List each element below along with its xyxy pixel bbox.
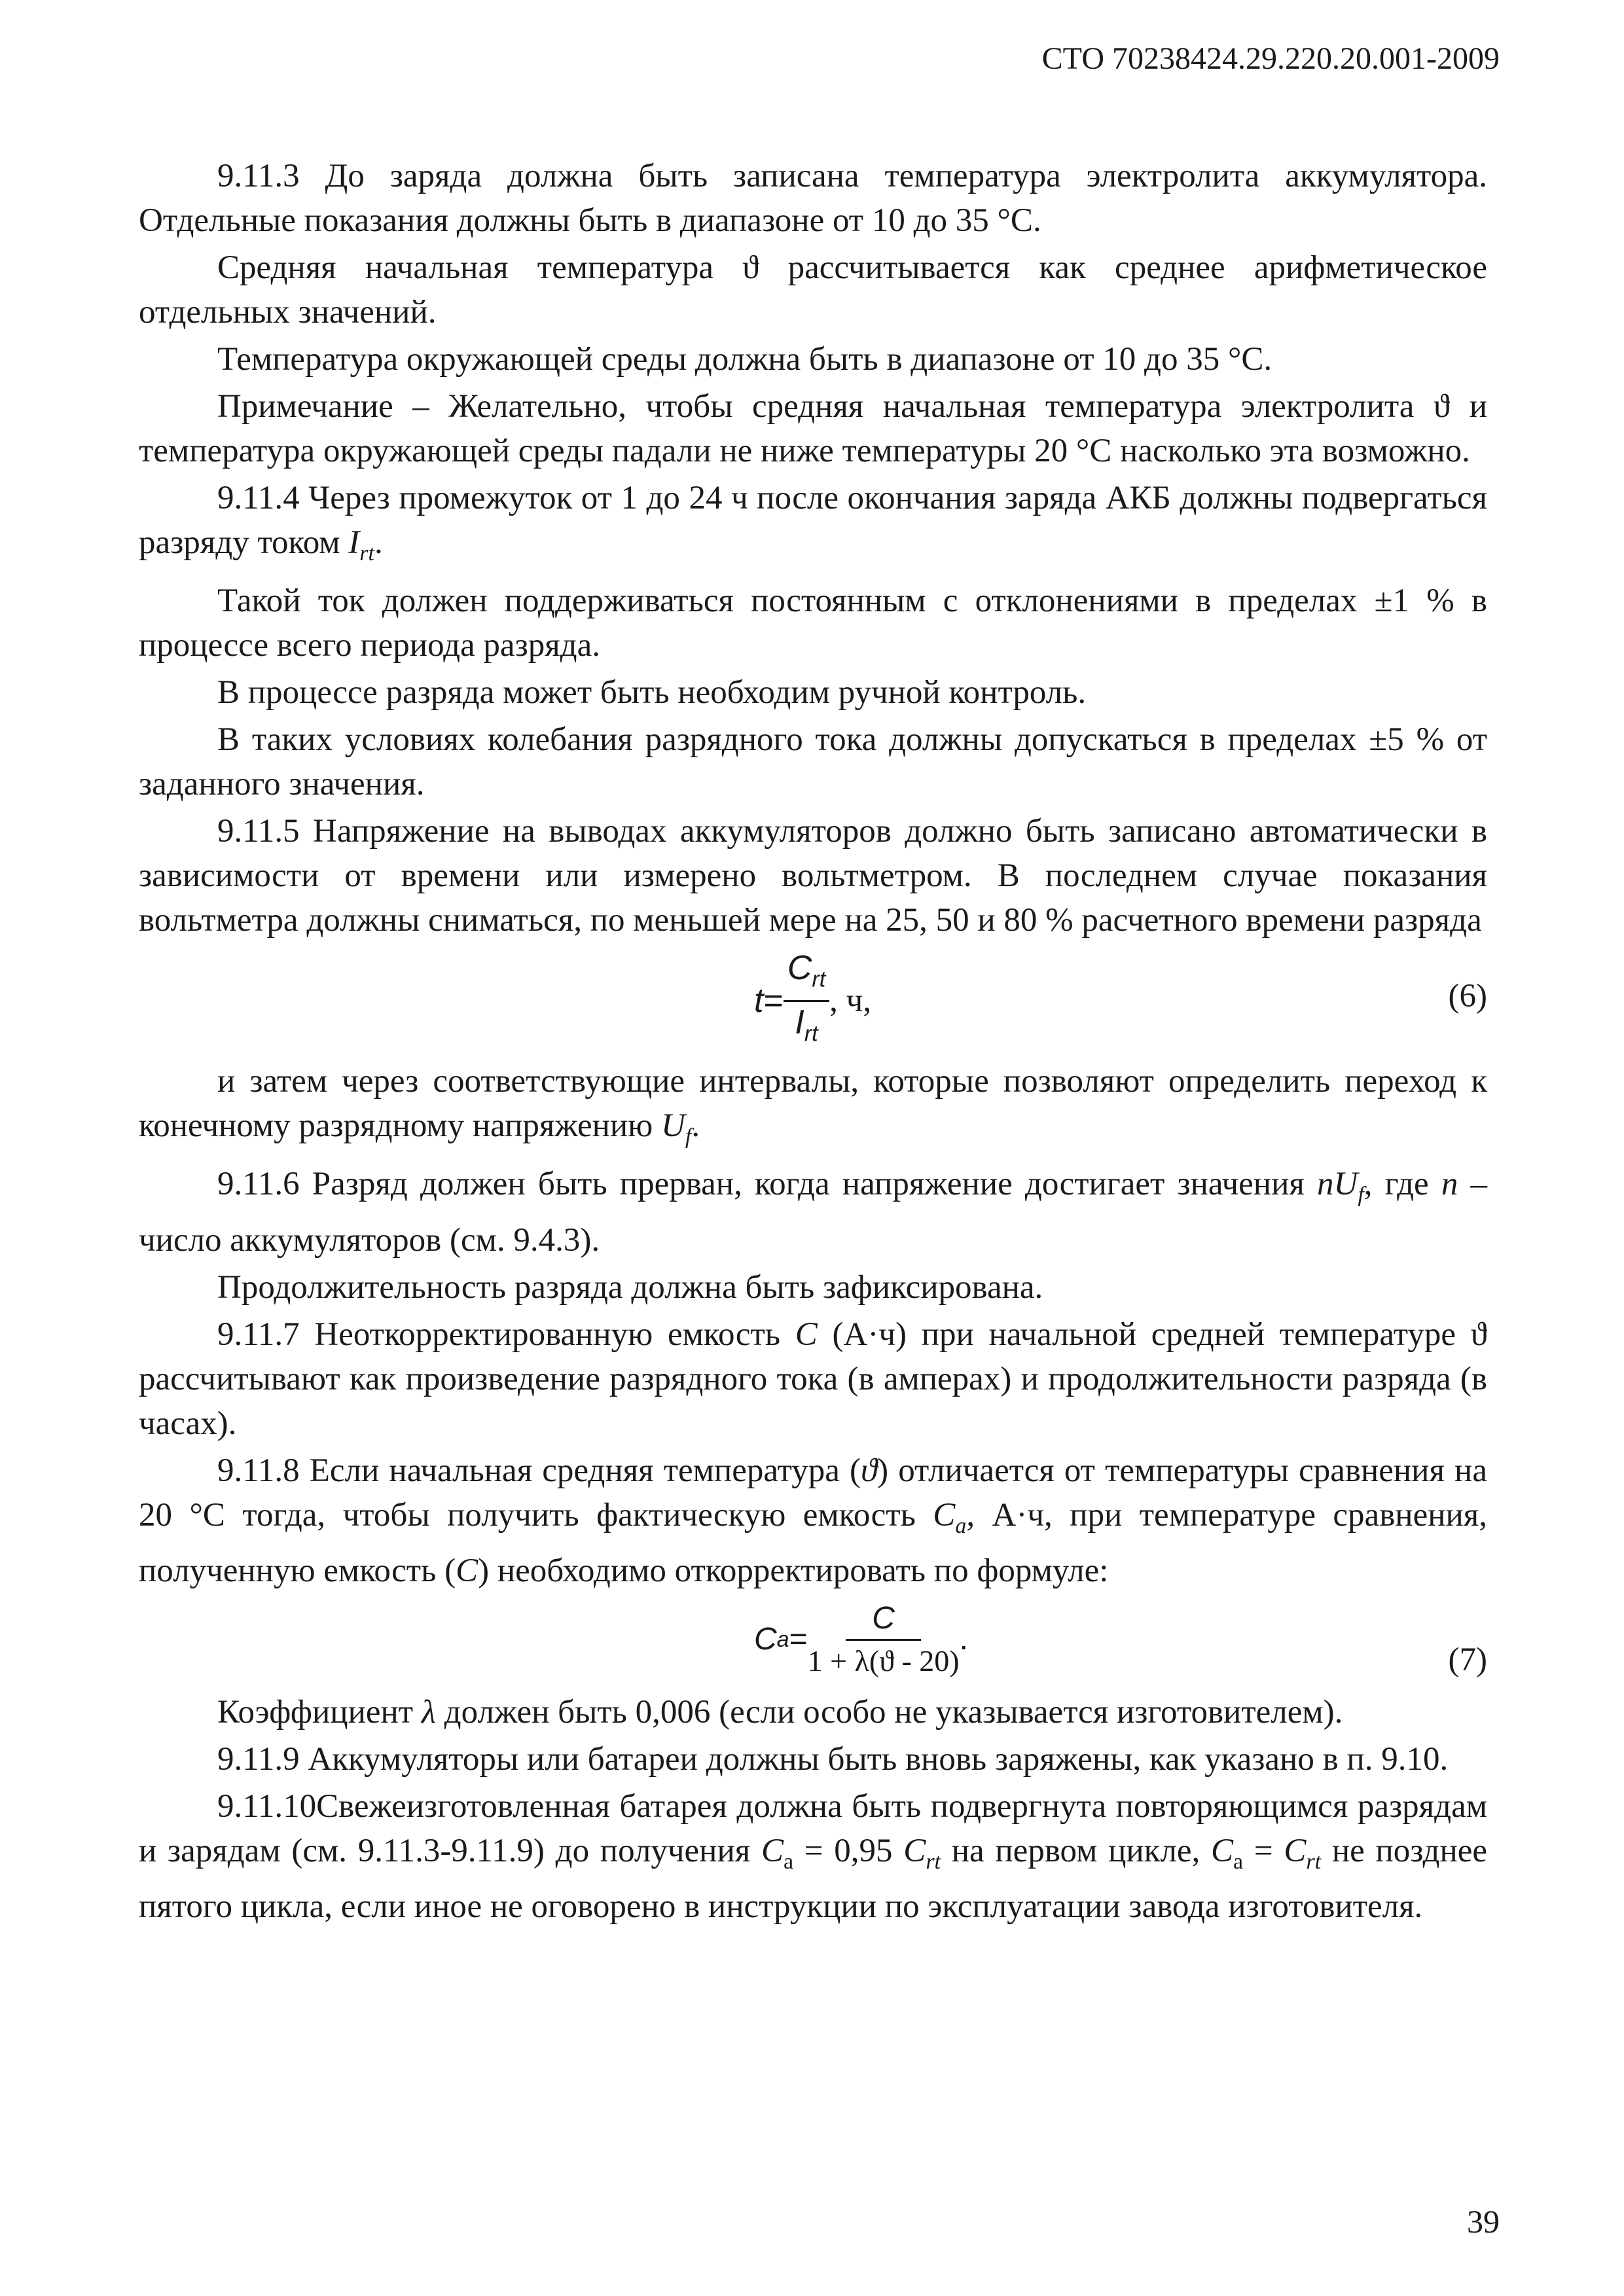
paragraph-note: Примечание – Желательно, чтобы средняя начальная температура электролита ϑ и температура окружающей среды падали не ниже температуры 20 °С насколько эта возможно. [139,388,1487,469]
formula-number: (6) [1448,978,1487,1015]
formula-7: C a = $\frac{C}{1 + \lambda(ϑ - 20)}$ . (7) [139,1598,1487,1677]
paragraph-9-11-9: 9.11.9 Аккумуляторы или батареи должны быть вновь заряжены, как указано в п. 9.10. [217,1740,1449,1778]
page-number: 39 [1467,2203,1500,2240]
current-symbol: I [348,524,360,561]
paragraph-9-11-10: 9.11.10Свежеизготовленная батарея должна быть подвергнута повторяющимся разрядам и зарядам (см. 9.11.3-9.11.9) до получения $C_a = 0,95$ $C_{rt}$ на первом цикле, $C_a = C_{rt}$ не позднее пятого цикла, если иное не оговорено в инструкции по эксплуатации завода изготовителя. [139,1787,1488,1925]
paragraph-intervals: и затем через соответствующие интервалы, которые позволяют определить переход к конечному разрядному напряжению $U_f$. [139,1063,1487,1149]
document-body [139,154,1487,1931]
paragraph-mean-temperature: Средняя начальная температура ϑ рассчитывается как среднее арифметическое отдельных значений. [139,249,1487,331]
paragraph-9-11-5: 9.11.5 Напряжение на выводах аккумуляторов должно быть записано автоматически в зависимости от времени или измерено вольтметром. В последнем случае показания вольтметра должны сниматься, по меньшей мере на 25, 50 и 80 % расчетного времени разряда [139,813,1487,939]
document-code: СТО 70238424.29.220.20.001-2009 [1041,41,1500,76]
paragraph-ambient-temperature: Температура окружающей среды должна быть в диапазоне от 10 до 35 °С. [217,341,1272,378]
fraction: $\frac{C_{rt}}{I_{rt}}$ [784,948,829,1054]
paragraph-9-11-3: 9.11.3 До заряда должна быть записана температура электролита аккумулятора. Отдельные показания должны быть в диапазоне от 10 до 35 °С. [139,158,1487,239]
formula-6: t = $\frac{C_{rt}}{I_{rt}}$ , ч, (6) [139,948,1487,1046]
fraction: $\frac{C}{1 + \lambda(ϑ - 20)}$ [808,1598,960,1681]
paragraph-9-11-7: 9.11.7 Неоткорректированную емкость C (А·ч) при начальной средней температуре ϑ рассчитывают как произведение разрядного тока (в амперах) и продолжительности разряда (в часах). [139,1316,1487,1442]
paragraph-9-11-6: 9.11.6 Разряд должен быть прерван, когда напряжение достигает значения $nU_f$, где n – число аккумуляторов (см. 9.4.3). [139,1166,1488,1259]
paragraph-current-tolerance: Такой ток должен поддерживаться постоянным с отклонениями в пределах ±1 % в процессе всего периода разряда. [139,583,1487,664]
formula-number: (7) [1448,1641,1487,1678]
paragraph-duration: Продолжительность разряда должна быть зафиксирована. [217,1268,1043,1306]
paragraph-fluctuation: В таких условиях колебания разрядного тока должны допускаться в пределах ±5 % от заданного значения. [139,721,1487,803]
paragraph-9-11-8: 9.11.8 Если начальная средняя температура (ϑ) отличается от температуры сравнения на 20 °С тогда, чтобы получить фактическую емкость $C_a$, А·ч, при температуре сравнения, полученную емкость (C) необходимо откорректировать по формуле: [139,1452,1488,1589]
paragraph-9-11-4: 9.11.4 Через промежуток от 1 до 24 ч после окончания заряда АКБ должны подвергаться разряду током $I_{rt}$. [139,480,1487,566]
paragraph-coefficient: Коэффициент λ должен быть 0,006 (если особо не указывается изготовителем). [217,1693,1343,1731]
paragraph-manual-control: В процессе разряда может быть необходим ручной контроль. [217,674,1087,711]
